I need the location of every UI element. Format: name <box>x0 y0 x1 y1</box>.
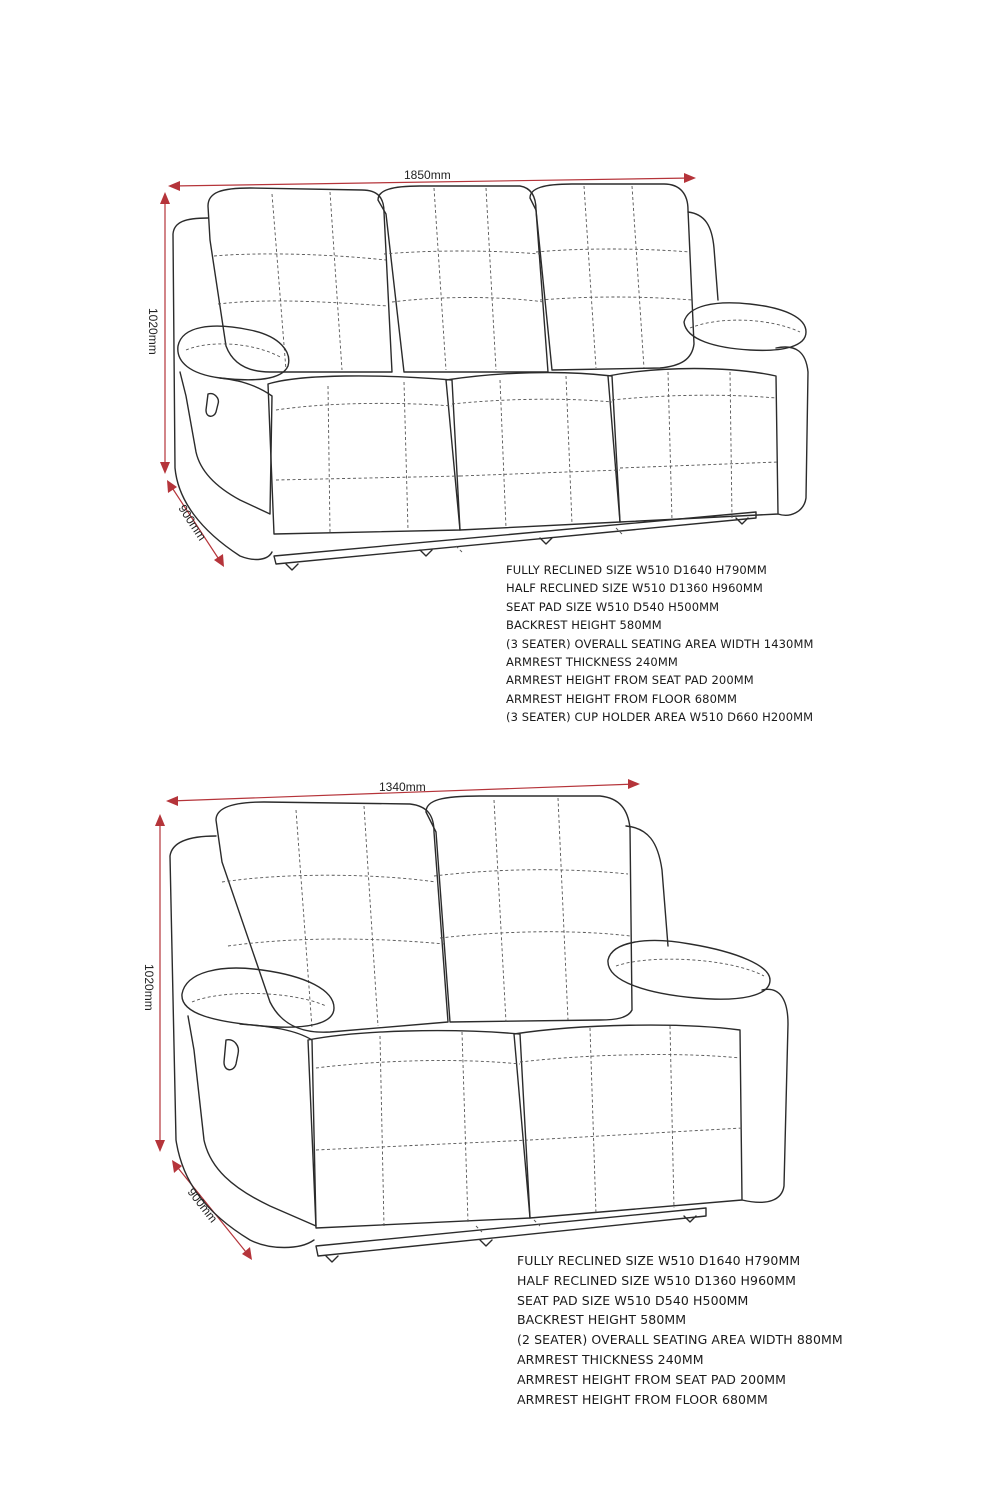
spec-line: ARMREST HEIGHT FROM SEAT PAD 200MM <box>517 1371 787 1387</box>
spec-line: ARMREST HEIGHT FROM FLOOR 680MM <box>517 1391 768 1407</box>
three-seater-height-label: 1020mm <box>146 308 160 355</box>
spec-line: BACKREST HEIGHT 580MM <box>517 1312 687 1328</box>
spec-line: SEAT PAD SIZE W510 D540 H500MM <box>517 1292 749 1308</box>
two-seater-height-dimension <box>142 814 165 1152</box>
spec-line: ARMREST THICKNESS 240MM <box>517 1351 704 1367</box>
three-seater-depth-label: 900mm <box>175 502 210 544</box>
two-seater-width-dimension <box>166 779 640 806</box>
spec-line: HALF RECLINED SIZE W510 D1360 H960MM <box>506 581 763 596</box>
three-seater-width-label: 1850mm <box>404 168 451 182</box>
two-seater-height-label: 1020mm <box>142 964 156 1011</box>
spec-line: ARMREST THICKNESS 240MM <box>506 654 678 669</box>
two-seater-sofa <box>142 779 788 1262</box>
two-seater-depth-label: 900mm <box>184 1185 221 1226</box>
spec-line: (3 SEATER) CUP HOLDER AREA W510 D660 H200MM <box>506 710 814 725</box>
spec-line: ARMREST HEIGHT FROM SEAT PAD 200MM <box>506 673 754 688</box>
spec-line: (3 SEATER) OVERALL SEATING AREA WIDTH 1430MM <box>506 636 814 651</box>
two-seater-width-label: 1340mm <box>379 780 426 794</box>
spec-line: SEAT PAD SIZE W510 D540 H500MM <box>506 599 720 614</box>
three-seater-sofa <box>146 168 808 570</box>
three-seater-height-dimension <box>146 192 170 474</box>
spec-line: BACKREST HEIGHT 580MM <box>506 618 662 633</box>
spec-line: FULLY RECLINED SIZE W510 D1640 H790MM <box>517 1253 801 1268</box>
spec-line: (2 SEATER) OVERALL SEATING AREA WIDTH 880MM <box>517 1332 843 1348</box>
three-seater-spec-list <box>506 561 814 727</box>
spec-line: ARMREST HEIGHT FROM FLOOR 680MM <box>506 691 738 706</box>
three-seater-depth-dimension <box>167 480 224 567</box>
spec-line: HALF RECLINED SIZE W510 D1360 H960MM <box>517 1272 796 1288</box>
two-seater-spec-list <box>517 1251 843 1409</box>
spec-line: FULLY RECLINED SIZE W510 D1640 H790MM <box>506 563 767 577</box>
